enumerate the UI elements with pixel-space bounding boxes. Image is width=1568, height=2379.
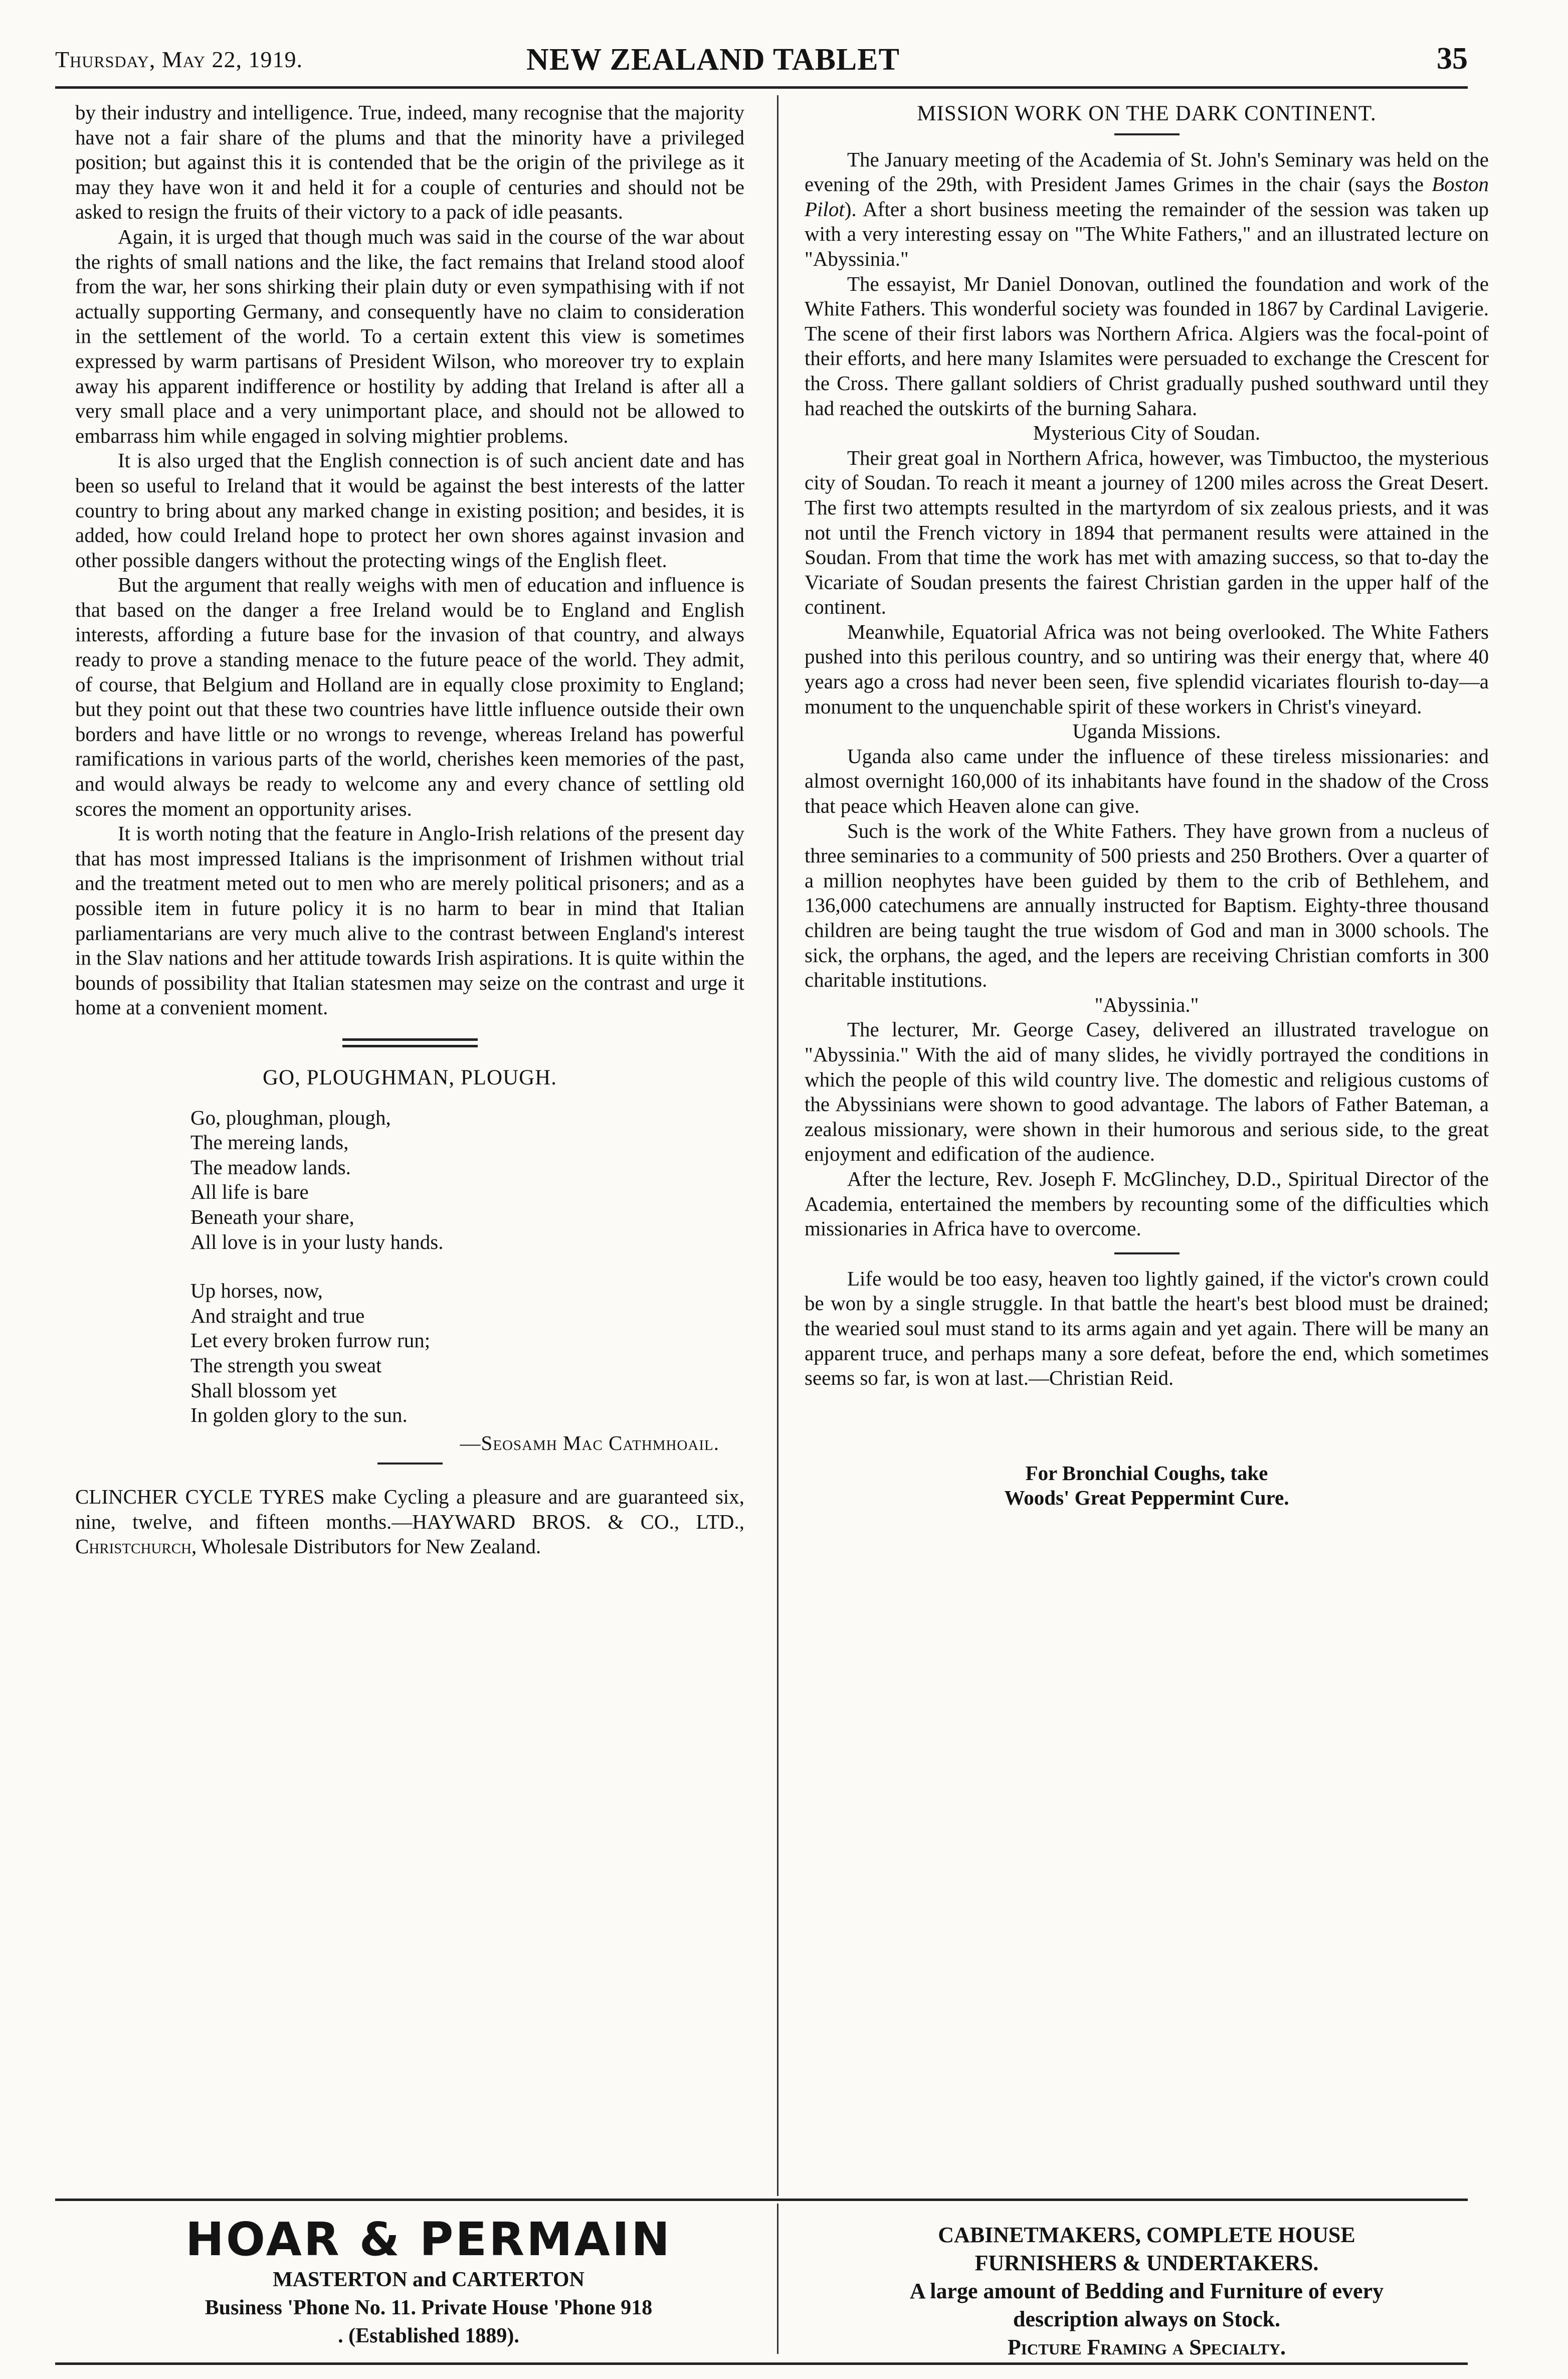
poem [190,1106,744,1428]
firm-name: HOAR & PERMAIN [185,2213,672,2266]
cough-cure-advert [805,1461,1489,1511]
quotation: Life would be too easy, heaven too lightly gained, if the victor's crown could be won by a single struggle. In that battle the heart's best blood must be drained; the wearied soul must stand to its arms again and yet again. There will be many an apparent truce, and perhaps many a sore defeat, before the end, which sometimes seems so far, is won at last.—Christian Reid. [805,1266,1489,1390]
hoar-permain-advert [115,2214,742,2350]
section-divider [1114,1252,1180,1254]
section-divider [342,1038,478,1047]
poem-line: The strength you sweat [190,1353,382,1377]
advert-band-rule-bottom [55,2362,1468,2365]
advert-city: Christchurch [75,1535,191,1558]
cabinetmakers-advert [805,2221,1489,2361]
subheading: "Abyssinia." [1094,993,1199,1016]
right-column [805,100,1489,1511]
article-paragraph: It is worth noting that the feature in Anglo-Irish relations of the present day that has most impressed Italians is the imprisonment of Irishmen without trial and the treatment meted out to men who are merely political prisoners; and as a possible item in future policy it is no harm to bear in mind that Italian parliamentarians are very much alive to the contrast between England's interest in the Slav nations and her attitude towards Irish aspirations. It is quite within the bounds of possibility that Italian statesmen may seize on the contrast and urge it home at a convenient moment. [75,822,744,1019]
article-paragraph: Meanwhile, Equatorial Africa was not being overlooked. The White Fathers pushed into this perilous country, and so untiring was their energy that, where 40 years ago a cross had never been seen, five splendid vicariates flourish to-day—a monument to the unquenchable spirit of these workers in Christ's vineyard. [805,620,1489,718]
newspaper-name: Boston Pilot [805,172,1489,221]
advert-line: For Bronchial Coughs, take [1025,1461,1268,1485]
firm-phones: Business 'Phone No. 11. Private House 'Phone 918 [205,2296,653,2319]
poem-line: Let every broken furrow run; [190,1329,431,1352]
poem-line: The meadow lands. [190,1155,351,1179]
poem-line: All life is bare [190,1180,309,1204]
advert-line: description always on Stock. [1013,2307,1280,2331]
poem-line: Beneath your share, [190,1205,354,1228]
page-header [55,39,1468,85]
article-paragraph: It is also urged that the English connection is of such ancient date and has been so useful to Ireland that it would be against the best interests of the latter country to bring about any marked change in existing position; and besides, it is added, how could Ireland hope to protect her own shores against invasion and other possible dangers without the protecting wings of the English fleet. [75,449,744,572]
poem-line: Shall blossom yet [190,1378,337,1402]
page-number: 35 [1437,42,1468,76]
section-divider [377,1462,443,1465]
poem-line: And straight and true [190,1304,365,1327]
article-paragraph: The lecturer, Mr. George Casey, delivered an illustrated travelogue on "Abyssinia." With the aid of many slides, he vividly portrayed the conditions in which the people of this wild country live. The domestic and religious customs of the Abyssinians were shown to good advantage. The labors of Father Bateman, a zealous missionary, were shown in their humorous and serious side, to the great enjoyment and edification of the audience. [805,1018,1489,1166]
advert-text: CLINCHER CYCLE TYRES make Cycling a pleasure and are guaranteed six, nine, twelve, and fifteen months.—HAYWARD BROS. & CO., LTD., [75,1485,744,1533]
advert-line: Picture Framing a Specialty. [1007,2335,1286,2359]
article-paragraph: But the argument that really weighs with men of education and influence is that based on the danger a free Ireland would be to England and English interests, affording a future base for the invasion of that country, and always ready to prove a standing menace to the future peace of the world. They admit, of course, that Belgium and Holland are in equally close proximity to England; but they point out that these two countries have little influence outside their own borders and have little or no wrongs to revenge, whereas Ireland has powerful ramifications in various parts of the world, cherishes keen memories of the past, and would always be ready to welcome any and every chance of settling old scores the moment an opportunity arises. [75,573,744,820]
subheading: Uganda Missions. [1072,719,1221,743]
advert-line: FURNISHERS & UNDERTAKERS. [974,2251,1319,2275]
advert-line: Woods' Great Peppermint Cure. [1004,1486,1289,1510]
poem-line: In golden glory to the sun. [190,1403,408,1427]
advert-band-rule-top [55,2199,1468,2201]
advert-line: A large amount of Bedding and Furniture of every [909,2279,1384,2303]
publication-title: NEW ZEALAND TABLET [526,43,900,77]
article-paragraph: Again, it is urged that though much was said in the course of the war about the rights of small nations and the like, the fact remains that Ireland stood aloof from the war, her sons shirking their plain duty or even sympathising with if not actually supporting Germany, and consequently have no claim to consideration in the settlement of the world. To a certain extent this view is sometimes expressed by warm partisans of President Wilson, who moreover try to explain away his apparent indifference or hostility by adding that Ireland is after all a very small place and a very unimportant place, and should not be allowed to embarrass him while engaged in solving mightier problems. [75,225,744,447]
left-column [75,100,744,1559]
issue-date: Thursday, May 22, 1919. [55,47,303,72]
advert-band-divider [777,2204,778,2354]
poem-title: GO, PLOUGHMAN, PLOUGH. [263,1065,557,1089]
article-title: MISSION WORK ON THE DARK CONTINENT. [917,102,1377,125]
subheading: Mysterious City of Soudan. [1033,421,1261,445]
advert-tail: , Wholesale Distributors for New Zealand. [191,1535,541,1558]
firm-towns: MASTERTON and CARTERTON [273,2268,584,2291]
article-paragraph: The essayist, Mr Daniel Donovan, outlined the foundation and work of the White Fathers. This wonderful society was founded in 1867 by Cardinal Lavigerie. The scene of their first labors was Northern Africa. Algiers was the focal-point of their efforts, and here many Islamites were persuaded to exchange the Crescent for the Cross. There gallant soldiers of Christ gradually pushed southward until they had reached the outskirts of the burning Sahara. [805,272,1489,420]
cycle-tyres-advert [75,1485,744,1559]
article-paragraph: by their industry and intelligence. True, indeed, many recognise that the majority have not a fair share of the plums and that the minority have a privileged position; but against this it is contended that be the origin of the privilege as it may they have won it and held it for a couple of centuries and should not be asked to resign the fruits of their victory to a pack of idle peasants. [75,101,744,224]
poem-line: All love is in your lusty hands. [190,1230,444,1253]
article-paragraph: Their great goal in Northern Africa, however, was Timbuctoo, the mysterious city of Soudan. To reach it meant a journey of 1200 miles across the Great Desert. The first two attempts resulted in the martyrdom of six zealous priests, and it was not until the French victory in 1894 that permanent results were attained in the Soudan. From that time the work has met with amazing success, so that to-day the Vicariate of Soudan presents the fairest Christian garden in the upper half of the continent. [805,446,1489,619]
article-paragraph: Uganda also came under the influence of these tireless missionaries: and almost overnight 160,000 of its inhabitants have found in the shadow of the Cross that peace which Heaven alone can give. [805,744,1489,818]
poem-author: —Seosamh Mac Cathmhoail. [460,1431,719,1454]
firm-established: . (Established 1889). [338,2324,519,2347]
header-rule [55,86,1468,89]
column-divider [777,95,778,2196]
article-paragraph: After the lecture, Rev. Joseph F. McGlinchey, D.D., Spiritual Director of the Academia, entertained the members by recounting some of the difficulties which missionaries in Africa have to overcome. [805,1167,1489,1240]
poem-line: Go, ploughman, plough, [190,1106,391,1129]
poem-line: Up horses, now, [190,1279,323,1303]
article-paragraph: The January meeting of the Academia of St. John's Seminary was held on the evening of the 29th, with President James Grimes in the chair (says the Boston Pilot). After a short business meeting the remainder of the session was taken up with a very interesting essay on "The White Fathers," and an illustrated lecture on "Abyssinia." [805,147,1489,270]
poem-line: The mereing lands, [190,1131,349,1154]
advert-line: CABINETMAKERS, COMPLETE HOUSE [938,2223,1355,2247]
article-paragraph: Such is the work of the White Fathers. They have grown from a nucleus of three seminaries to a community of 500 priests and 250 Brothers. Over a quarter of a million neophytes have been guided by them to the crib of Bethlehem, and 136,000 catechumens are annually instructed for Baptism. Eighty-three thousand children are being taught the true wisdom of God and man in 3000 schools. The sick, the orphans, the aged, and the lepers are receiving Christian comforts in 300 charitable institutions. [805,819,1489,992]
title-rule [1114,133,1180,135]
